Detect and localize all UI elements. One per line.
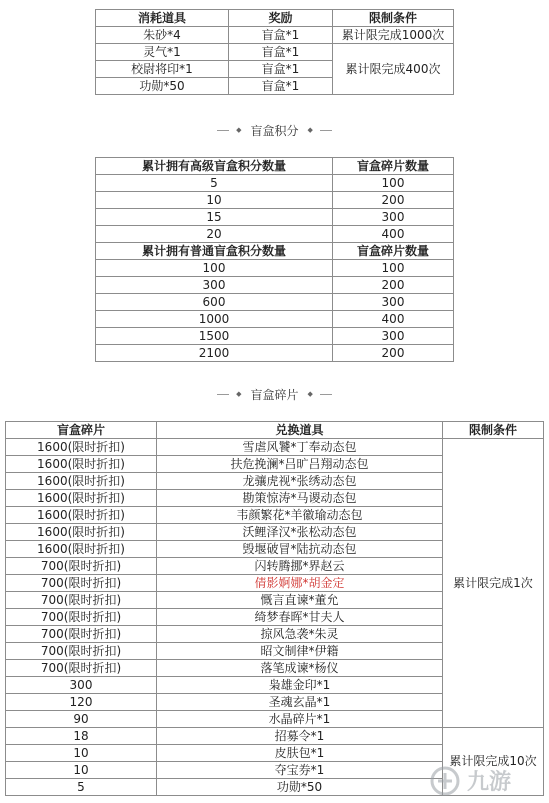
table-row bbox=[96, 192, 454, 209]
reward-cell: 盲盒*1 bbox=[229, 78, 333, 95]
diamond-icon: ◆ bbox=[307, 390, 313, 398]
points-cell: 10 bbox=[96, 192, 333, 209]
item-cell: 落笔成谏*杨仪 bbox=[157, 660, 443, 677]
points-cell: 5 bbox=[96, 175, 333, 192]
table-header-row bbox=[96, 243, 454, 260]
section-title: 盲盒碎片 bbox=[250, 387, 299, 402]
cost-cell: 18 bbox=[6, 728, 157, 745]
limit-cell: 累计限完成1次 bbox=[443, 439, 544, 728]
item-cell: 招募令*1 bbox=[157, 728, 443, 745]
cost-cell: 700(限时折扣) bbox=[6, 660, 157, 677]
header-reward: 奖励 bbox=[229, 10, 333, 27]
table-row bbox=[96, 311, 454, 328]
table-row bbox=[96, 209, 454, 226]
points-cell: 100 bbox=[96, 260, 333, 277]
diamond-icon: ◆ bbox=[236, 126, 242, 134]
consume-item-cell: 功勋*50 bbox=[96, 78, 229, 95]
item-cell: 夺宝券*1 bbox=[157, 762, 443, 779]
header-limit: 限制条件 bbox=[333, 10, 454, 27]
header-normal-points: 累计拥有普通盲盒积分数量 bbox=[96, 243, 333, 260]
cost-cell: 1600(限时折扣) bbox=[6, 456, 157, 473]
divider-line-left bbox=[217, 394, 229, 395]
limit-cell: 累计限完成10次 bbox=[443, 728, 544, 796]
consume-table bbox=[95, 9, 454, 95]
item-cell: 圣魂玄晶*1 bbox=[157, 694, 443, 711]
item-cell: 勘策惊涛*马谡动态包 bbox=[157, 490, 443, 507]
shards-cell: 300 bbox=[333, 209, 454, 226]
shards-cell: 300 bbox=[333, 328, 454, 345]
cost-cell: 5 bbox=[6, 779, 157, 796]
shards-cell: 100 bbox=[333, 260, 454, 277]
item-cell: 枭雄金印*1 bbox=[157, 677, 443, 694]
limit-cell: 累计限完成400次 bbox=[333, 44, 454, 95]
cost-cell: 1600(限时折扣) bbox=[6, 507, 157, 524]
header-shard-count: 盲盒碎片数量 bbox=[333, 158, 454, 175]
item-cell: 昭文制律*伊籍 bbox=[157, 643, 443, 660]
table-header-row bbox=[6, 422, 544, 439]
cost-cell: 120 bbox=[6, 694, 157, 711]
header-limit: 限制条件 bbox=[443, 422, 544, 439]
header-shard-count: 盲盒碎片数量 bbox=[333, 243, 454, 260]
header-shard-cost: 盲盒碎片 bbox=[6, 422, 157, 439]
table-header-row bbox=[96, 158, 454, 175]
table-row bbox=[96, 27, 454, 44]
header-exchange-item: 兑换道具 bbox=[157, 422, 443, 439]
table-row bbox=[96, 226, 454, 243]
cost-cell: 1600(限时折扣) bbox=[6, 490, 157, 507]
item-cell: 掠风急袭*朱灵 bbox=[157, 626, 443, 643]
points-cell: 300 bbox=[96, 277, 333, 294]
table-row bbox=[96, 260, 454, 277]
item-cell: 皮肤包*1 bbox=[157, 745, 443, 762]
points-cell: 20 bbox=[96, 226, 333, 243]
item-cell: 韦颜繁花*羊徽瑜动态包 bbox=[157, 507, 443, 524]
watermark-text: 九游 bbox=[467, 770, 512, 795]
points-cell: 2100 bbox=[96, 345, 333, 362]
divider-line-left bbox=[217, 130, 229, 131]
cost-cell: 90 bbox=[6, 711, 157, 728]
diamond-icon: ◆ bbox=[307, 126, 313, 134]
cost-cell: 1600(限时折扣) bbox=[6, 541, 157, 558]
diamond-icon: ◆ bbox=[236, 390, 242, 398]
table-row bbox=[96, 175, 454, 192]
reward-cell: 盲盒*1 bbox=[229, 44, 333, 61]
shards-cell: 200 bbox=[333, 277, 454, 294]
item-cell: 龙骧虎视*张绣动态包 bbox=[157, 473, 443, 490]
consume-item-cell: 灵气*1 bbox=[96, 44, 229, 61]
cost-cell: 1600(限时折扣) bbox=[6, 439, 157, 456]
item-cell: 功勋*50 bbox=[157, 779, 443, 796]
consume-item-cell: 朱砂*4 bbox=[96, 27, 229, 44]
consume-item-cell: 校尉将印*1 bbox=[96, 61, 229, 78]
cost-cell: 300 bbox=[6, 677, 157, 694]
divider-line-right bbox=[320, 394, 332, 395]
item-cell: 水晶碎片*1 bbox=[157, 711, 443, 728]
table-row bbox=[6, 728, 544, 745]
cost-cell: 10 bbox=[6, 762, 157, 779]
shards-cell: 100 bbox=[333, 175, 454, 192]
table-row bbox=[6, 439, 544, 456]
cost-cell: 700(限时折扣) bbox=[6, 626, 157, 643]
shards-cell: 400 bbox=[333, 311, 454, 328]
points-cell: 15 bbox=[96, 209, 333, 226]
cost-cell: 700(限时折扣) bbox=[6, 609, 157, 626]
points-cell: 600 bbox=[96, 294, 333, 311]
cost-cell: 700(限时折扣) bbox=[6, 592, 157, 609]
cost-cell: 10 bbox=[6, 745, 157, 762]
item-cell: 扶危挽澜*吕旷吕翔动态包 bbox=[157, 456, 443, 473]
table-row bbox=[96, 328, 454, 345]
cost-cell: 1600(限时折扣) bbox=[6, 524, 157, 541]
section-title: 盲盒积分 bbox=[250, 123, 299, 138]
points-cell: 1500 bbox=[96, 328, 333, 345]
item-cell: 闪转腾挪*界赵云 bbox=[157, 558, 443, 575]
header-high-points: 累计拥有高级盲盒积分数量 bbox=[96, 158, 333, 175]
cost-cell: 700(限时折扣) bbox=[6, 643, 157, 660]
divider-line-right bbox=[320, 130, 332, 131]
shards-cell: 200 bbox=[333, 192, 454, 209]
shard-exchange-table bbox=[5, 421, 544, 796]
item-cell: 慨言直谏*董允 bbox=[157, 592, 443, 609]
table-row bbox=[96, 277, 454, 294]
section-heading-points bbox=[0, 122, 549, 138]
cost-cell: 1600(限时折扣) bbox=[6, 473, 157, 490]
item-cell-highlighted: 倩影婀娜*胡金定 bbox=[157, 575, 443, 592]
section-heading-shards bbox=[0, 386, 549, 402]
table-row bbox=[96, 44, 454, 61]
limit-cell: 累计限完成1000次 bbox=[333, 27, 454, 44]
reward-cell: 盲盒*1 bbox=[229, 27, 333, 44]
table-row bbox=[96, 294, 454, 311]
item-cell: 沃鲤泽汉*张松动态包 bbox=[157, 524, 443, 541]
header-consume-item: 消耗道具 bbox=[96, 10, 229, 27]
watermark-logo bbox=[427, 763, 547, 799]
points-cell: 1000 bbox=[96, 311, 333, 328]
points-table bbox=[95, 157, 454, 362]
reward-cell: 盲盒*1 bbox=[229, 61, 333, 78]
shards-cell: 200 bbox=[333, 345, 454, 362]
table-header-row bbox=[96, 10, 454, 27]
shards-cell: 300 bbox=[333, 294, 454, 311]
item-cell: 毁堰破冒*陆抗动态包 bbox=[157, 541, 443, 558]
cost-cell: 700(限时折扣) bbox=[6, 558, 157, 575]
item-cell: 绮梦春晖*甘夫人 bbox=[157, 609, 443, 626]
cost-cell: 700(限时折扣) bbox=[6, 575, 157, 592]
shards-cell: 400 bbox=[333, 226, 454, 243]
item-cell: 雪虐风饕*丁奉动态包 bbox=[157, 439, 443, 456]
table-row bbox=[96, 345, 454, 362]
